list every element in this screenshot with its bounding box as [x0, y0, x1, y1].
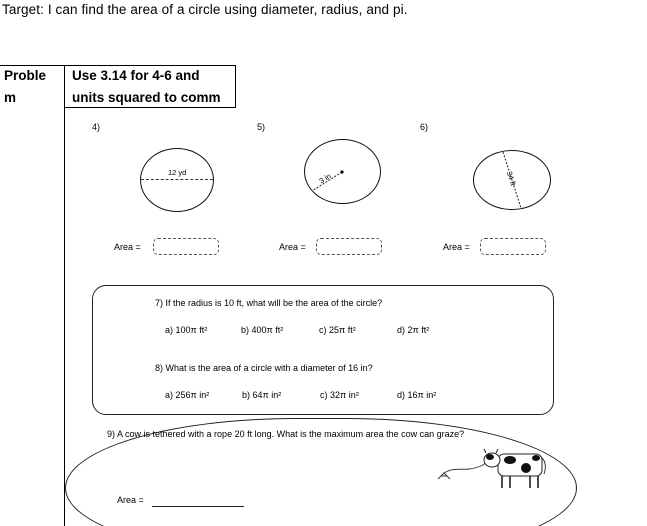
problem-5-number: 5) — [257, 122, 266, 132]
target-statement: Target: I can find the area of a circle using diameter, radius, and pi. — [2, 2, 408, 17]
radius-label: 3 in — [317, 171, 333, 186]
q7-option-d[interactable]: d) 2π ft² — [397, 325, 430, 335]
problem-6-number: 6) — [420, 122, 429, 132]
cow-legs — [502, 476, 538, 488]
problem-5-area-label: Area = — [279, 242, 306, 252]
diameter-label-2: 34 ft — [504, 170, 518, 187]
radius-center-dot — [340, 170, 343, 173]
diameter-label: 12 yd — [168, 168, 187, 177]
question-9-area-label: Area = — [117, 495, 144, 505]
table-left-divider — [64, 65, 65, 526]
cow-spot-1 — [504, 456, 516, 464]
problem-6-area-label: Area = — [443, 242, 470, 252]
cow-head-spot — [486, 454, 494, 460]
q8-option-b[interactable]: b) 64π in² — [242, 390, 282, 400]
instructions-header-line-2: units squared to comm — [72, 90, 221, 105]
cow-horns — [484, 449, 498, 453]
q8-option-c[interactable]: c) 32π in² — [320, 390, 359, 400]
q7-option-a[interactable]: a) 100π ft² — [165, 325, 208, 335]
q7-option-c[interactable]: c) 25π ft² — [319, 325, 356, 335]
problem-4-number: 4) — [92, 122, 101, 132]
question-8: 8) What is the area of a circle with a diameter of 16 in? — [155, 363, 373, 373]
diameter-line — [141, 179, 213, 180]
q8-option-d[interactable]: d) 16π in² — [397, 390, 437, 400]
problem-4-answer-box[interactable] — [153, 238, 219, 255]
circle-diameter-figure — [140, 148, 214, 212]
cow-spot-3 — [532, 455, 540, 461]
cow-spot-2 — [521, 463, 531, 473]
problem-6-answer-box[interactable] — [480, 238, 546, 255]
question-7: 7) If the radius is 10 ft, what will be the area of the circle? — [155, 298, 383, 308]
table-header-right-border — [235, 65, 236, 107]
tether-post — [438, 473, 450, 479]
cow-illustration — [430, 446, 550, 496]
problem-4-area-label: Area = — [114, 242, 141, 252]
problem-column-header — [4, 65, 46, 109]
rope — [444, 462, 487, 473]
problem-header-line-1: Proble — [4, 68, 47, 83]
problem-5-answer-box[interactable] — [316, 238, 382, 255]
q7-option-b[interactable]: b) 400π ft² — [241, 325, 284, 335]
instructions-column-header — [72, 65, 221, 109]
radius-line — [304, 139, 384, 209]
q8-option-a[interactable]: a) 256π in² — [165, 390, 210, 400]
problem-header-line-2: m — [4, 90, 17, 105]
question-9-answer-line[interactable] — [152, 506, 244, 507]
question-9: 9) A cow is tethered with a rope 20 ft long. What is the maximum area the cow can graze? — [107, 429, 465, 439]
instructions-header-line-1: Use 3.14 for 4-6 and — [72, 68, 200, 83]
